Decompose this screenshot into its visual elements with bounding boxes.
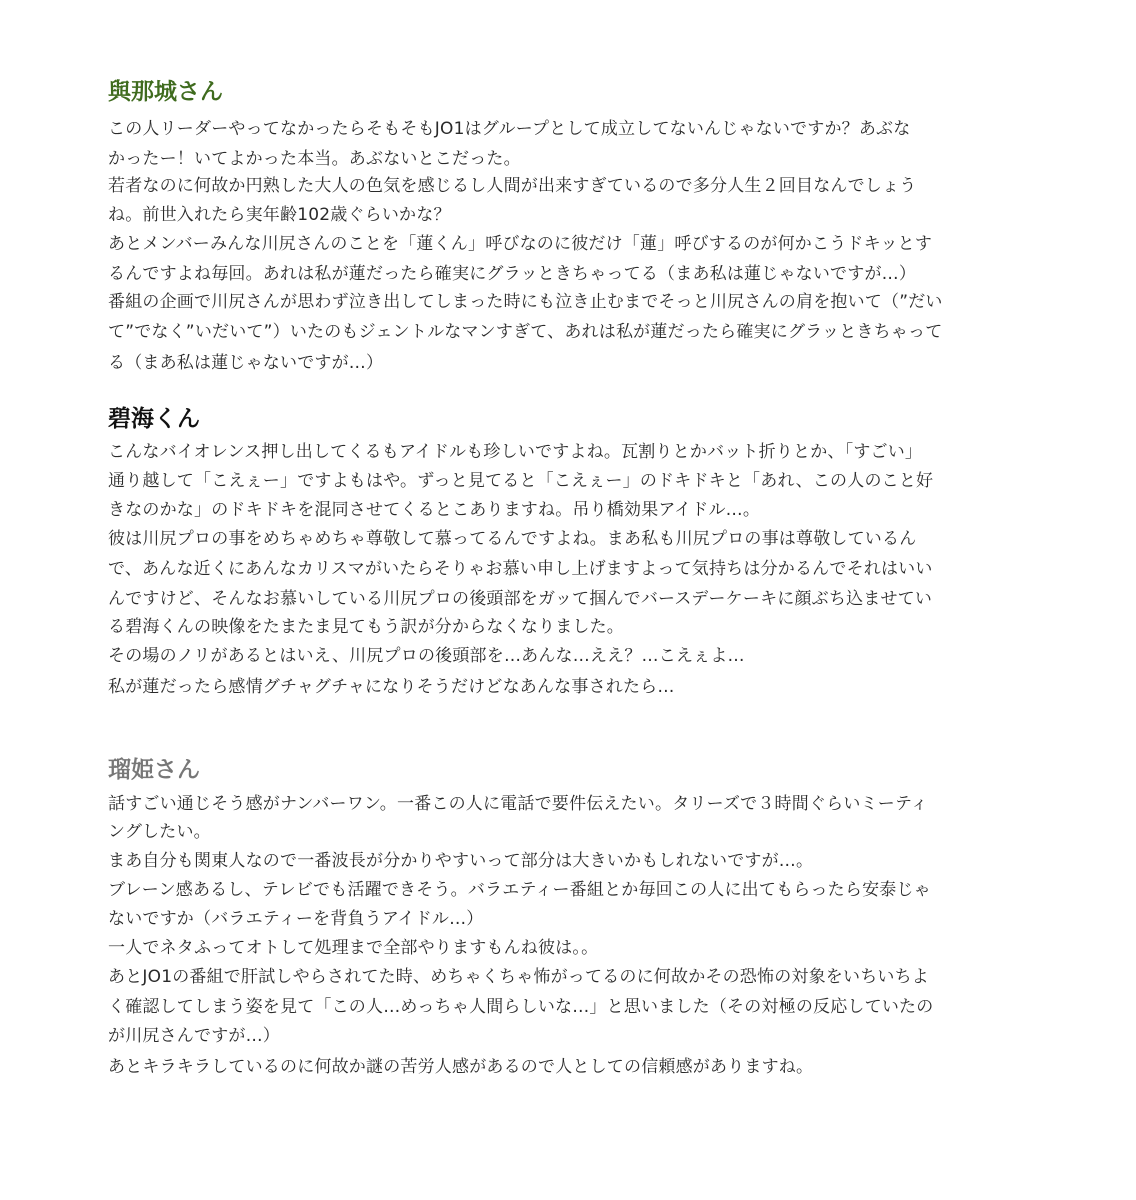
section-heading-yonashiro: 與那城さん xyxy=(108,79,223,105)
paragraph-line: あとJO1の番組で肝試しやらされてた時、めちゃくちゃ怖がってるのに何故かその恐怖の対象をいちいちよ xyxy=(108,967,930,987)
paragraph-line: ブレーン感あるし、テレビでも活躍できそう。バラエティー番組とか毎回この人に出てもらったら安泰じゃ xyxy=(108,880,931,900)
paragraph-line: ないですか（バラエティーを背負うアイドル…） xyxy=(108,909,484,929)
paragraph-line: 彼は川尻プロの事をめちゃめちゃ尊敬して慕ってるんですよね。まあ私も川尻プロの事は尊敬しているん xyxy=(108,529,917,549)
paragraph-line: で、あんな近くにあんなカリスマがいたらそりゃお慕い申し上げますよって気持ちは分かるんでそれはいい xyxy=(108,559,933,579)
paragraph-line: ングしたい。 xyxy=(108,822,211,842)
paragraph-line: まあ自分も関東人なので一番波長が分かりやすいって部分は大きいかもしれないですが…。 xyxy=(108,851,814,871)
paragraph-line: るんですよね毎回。あれは私が蓮だったら確実にグラッときちゃってる（まあ私は蓮じゃないですが…） xyxy=(108,264,917,284)
paragraph-line: 通り越して「こえぇー」ですよもはや。ずっと見てると「こえぇー」のドキドキと「あれ、この人のこと好 xyxy=(108,471,934,491)
paragraph-line: 番組の企画で川尻さんが思わず泣き出してしまった時にも泣き止むまでそっと川尻さんの肩を抱いて（”だい xyxy=(108,292,943,312)
paragraph-line: く確認してしまう姿を見て「この人…めっちゃ人間らしいな…」と思いました（その対極の反応していたの xyxy=(108,997,934,1017)
paragraph-line: る（まあ私は蓮じゃないですが…） xyxy=(108,353,384,373)
paragraph-line: 一人でネタふってオトして処理まで全部やりますもんね彼は。。 xyxy=(108,938,599,958)
paragraph-line: ね。前世入れたら実年齢102歳ぐらいかな？ xyxy=(108,205,451,225)
paragraph-line: んですけど、そんなお慕いしている川尻プロの後頭部をガッて掴んでバースデーケーキに顔ぶち込ませてい xyxy=(108,589,933,609)
section-heading-aomi: 碧海くん xyxy=(108,406,200,432)
paragraph-line: あとメンバーみんな川尻さんのことを「蓮くん」呼びなのに彼だけ「蓮」呼びするのが何かこうドキッとす xyxy=(108,234,933,254)
paragraph-line: 私が蓮だったら感情グチャグチャになりそうだけどなあんな事されたら… xyxy=(108,677,675,697)
paragraph-line: きなのかな」のドキドキを混同させてくるとこありますね。吊り橋効果アイドル…。 xyxy=(108,500,761,520)
paragraph-line: て”でなく”いだいて”）いたのもジェントルなマンすぎて、あれは私が蓮だったら確実にグラッときちゃって xyxy=(108,322,943,342)
paragraph-line: あとキラキラしているのに何故か謎の苦労人感があるので人としての信頼感がありますね。 xyxy=(108,1057,814,1077)
paragraph-line: 若者なのに何故か円熟した大人の色気を感じるし人間が出来すぎているので多分人生２回目なんでしょう xyxy=(108,176,917,196)
section-heading-ruki: 瑠姫さん xyxy=(108,757,200,783)
paragraph-line: る碧海くんの映像をたまたま見てもう訳が分からなくなりました。 xyxy=(108,617,624,637)
paragraph-line: この人リーダーやってなかったらそもそもJO1はグループとして成立してないんじゃないですか？あぶな xyxy=(108,119,911,139)
paragraph-line: こんなバイオレンス押し出してくるもアイドルも珍しいですよね。瓦割りとかバット折りとか、「すごい」 xyxy=(108,442,923,462)
paragraph-line: その場のノリがあるとはいえ、川尻プロの後頭部を…あんな…ええ？…こえぇよ… xyxy=(108,646,745,666)
paragraph-line: が川尻さんですが…） xyxy=(108,1026,280,1046)
paragraph-line: かったー！いてよかった本当。あぶないとこだった。 xyxy=(108,149,521,169)
paragraph-line: 話すごい通じそう感がナンバーワン。一番この人に電話で要件伝えたい。タリーズで３時間ぐらいミーティ xyxy=(108,794,928,814)
